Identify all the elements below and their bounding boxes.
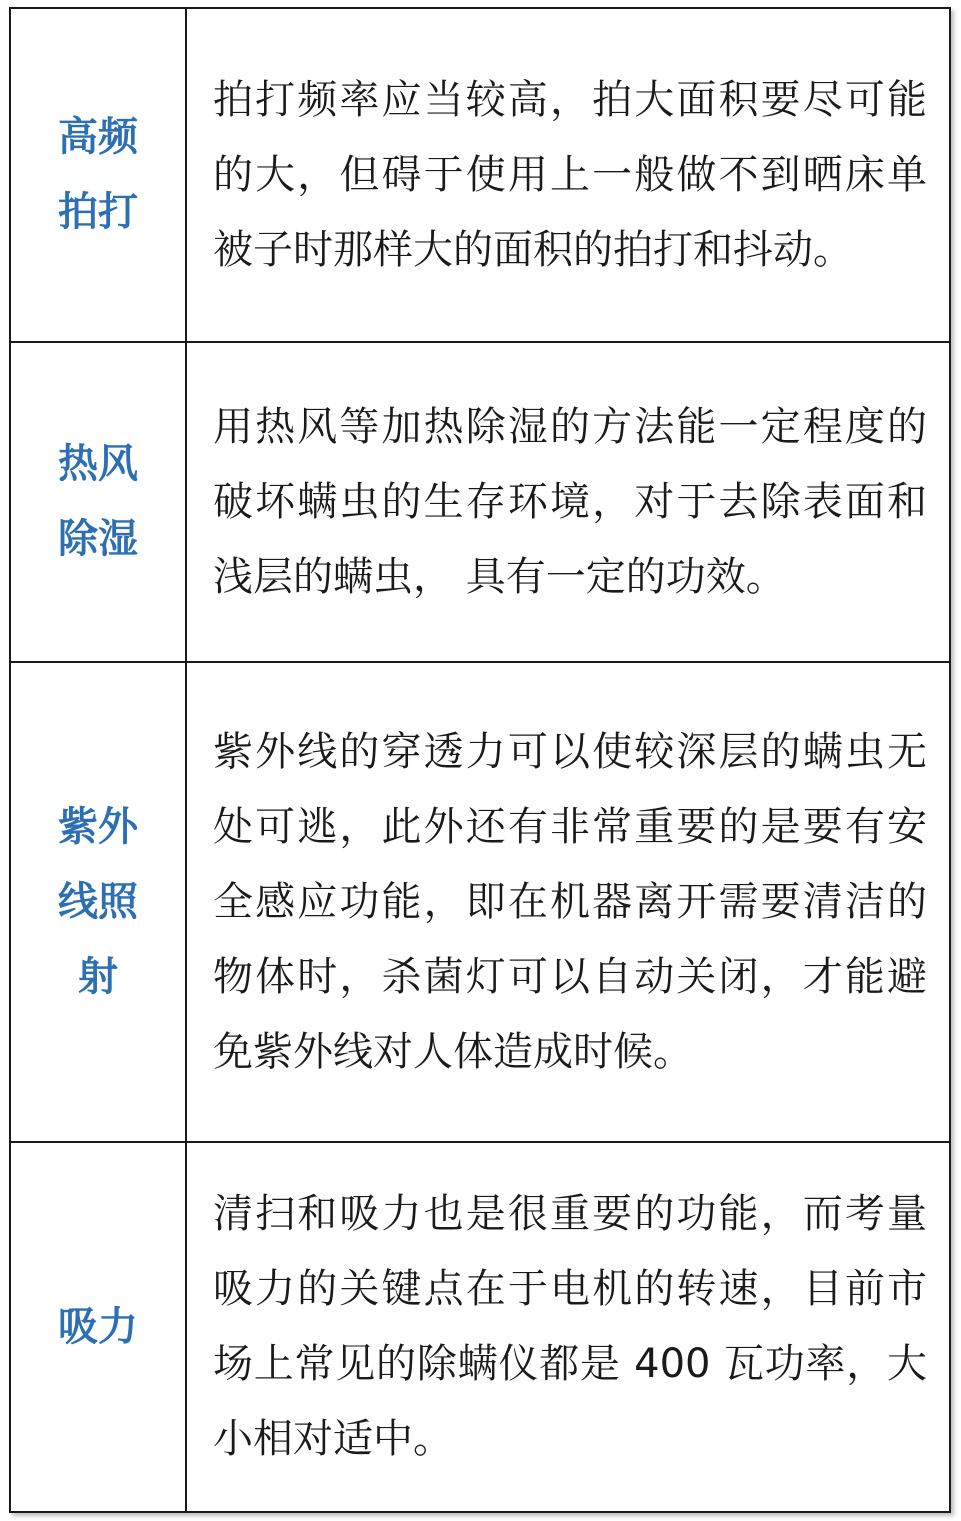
comparison-table [9, 7, 951, 1513]
table-row [11, 1142, 949, 1511]
row-description: 清扫和吸力也是很重要的功能，而考量吸力的关键点在于电机的转速，目前市场上常见的除螨仪都是 400 瓦功率，大小相对适中。 [213, 1191, 927, 1462]
row-description: 紫外线的穿透力可以使较深层的螨虫无处可逃，此外还有非常重要的是要有安全感应功能，即在机器离开需要清洁的物体时，杀菌灯可以自动关闭，才能避免紫外线对人体造成时候。 [213, 728, 927, 1075]
row-label: 紫外线照射 [58, 803, 138, 1000]
label-cell [11, 1142, 186, 1511]
table-row [11, 662, 949, 1142]
row-label: 吸力 [58, 1303, 138, 1350]
description-cell [186, 1142, 949, 1511]
label-cell [11, 662, 186, 1142]
row-label: 高频拍打 [58, 114, 138, 235]
description-cell [186, 662, 949, 1142]
label-cell [11, 342, 186, 662]
label-cell [11, 9, 186, 342]
row-description: 用热风等加热除湿的方法能一定程度的破坏螨虫的生存环境，对于去除表面和浅层的螨虫， 具有一定的功效。 [213, 403, 927, 600]
table-row [11, 342, 949, 662]
table-row [11, 9, 949, 342]
description-cell [186, 342, 949, 662]
row-description: 拍打频率应当较高，拍大面积要尽可能的大，但碍于使用上一般做不到晒床单被子时那样大的面积的拍打和抖动。 [213, 76, 927, 273]
feature-table [11, 9, 949, 1511]
row-label: 热风除湿 [58, 441, 138, 562]
description-cell [186, 9, 949, 342]
